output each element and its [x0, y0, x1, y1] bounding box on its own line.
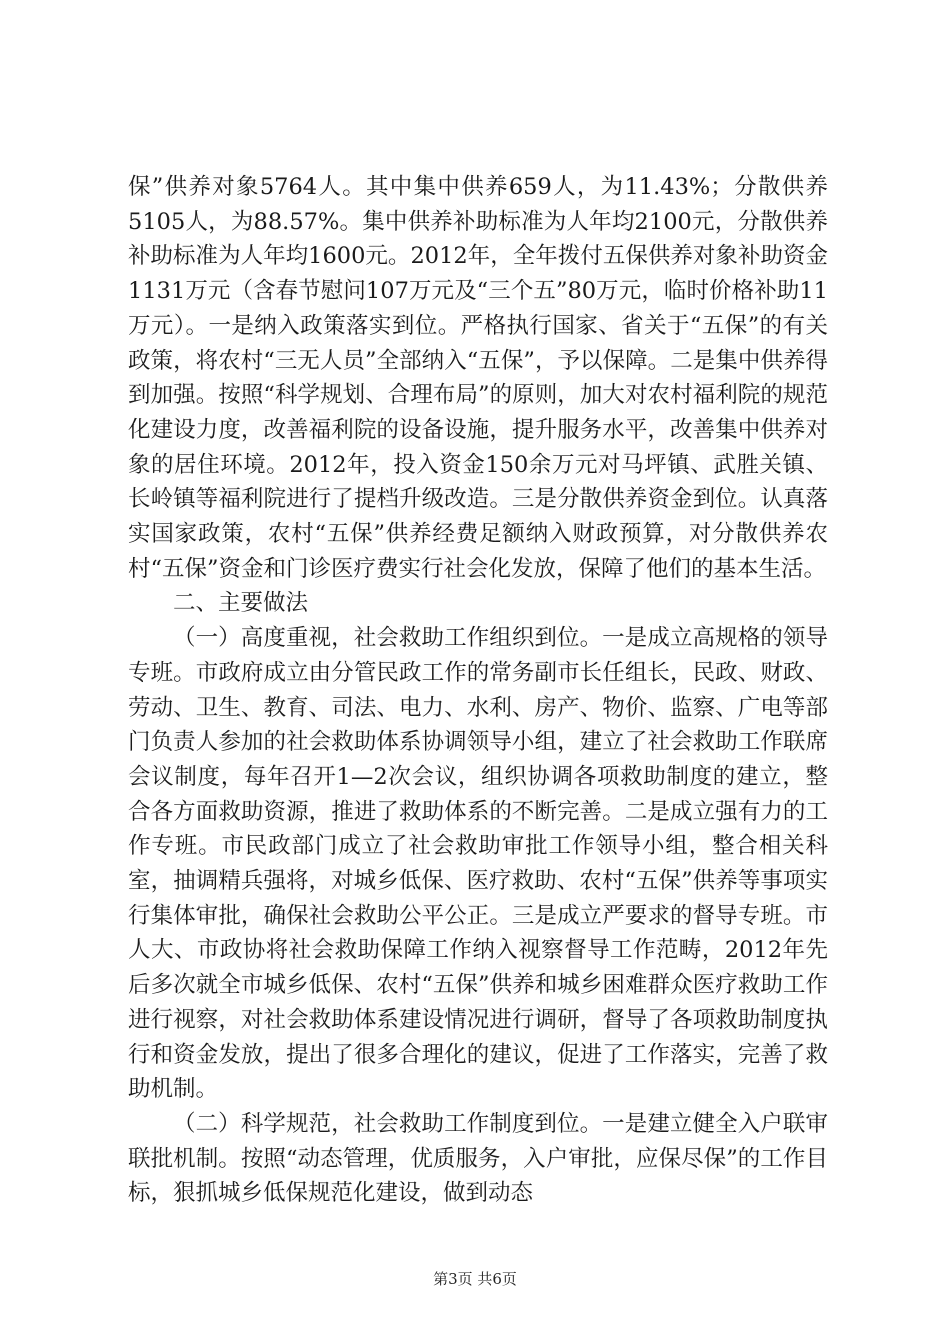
paragraph-continuation: 保”供养对象5764人。其中集中供养659人，为11.43%；分散供养5105人，为88.57%。集中供养补助标准为人年均2100元，分散供养补助标准为人年均1600元。2012年，全年拨付五保供养对象补助资金1131万元（含春节慰问107万元及“三个五”80万元，临时价格补助11万元）。一是纳入政策落实到位。严格执行国家、省关于“五保”的有关政策，将农村“三无人员”全部纳入“五保”，予以保障。二是集中供养得到加强。按照“科学规划、合理布局”的原则，加大对农村福利院的规范化建设力度，改善福利院的设备设施，提升服务水平，改善集中供养对象的居住环境。2012年，投入资金150余万元对马坪镇、武胜关镇、长岭镇等福利院进行了提档升级改造。三是分散供养资金到位。认真落实国家政策，农村“五保”供养经费足额纳入财政预算，对分散供养农村“五保”资金和门诊医疗费实行社会化发放，保障了他们的基本生活。 [128, 174, 828, 582]
paragraph-system: （二）科学规范，社会救助工作制度到位。一是建立健全入户联审联批机制。按照“动态管理，优质服务，入户审批，应保尽保”的工作目标，狠抓城乡低保规范化建设，做到动态 [128, 1110, 828, 1207]
section-heading: 二、主要做法 [173, 590, 309, 617]
body-text [128, 170, 828, 1211]
paragraph-organization: （一）高度重视，社会救助工作组织到位。一是成立高规格的领导专班。市政府成立由分管民政工作的常务副市长任组长，民政、财政、劳动、卫生、教育、司法、电力、水利、房产、物价、监察、广电等部门负责人参加的社会救助体系协调领导小组，建立了社会救助工作联席会议制度，每年召开1—2次会议，组织协调各项救助制度的建立，整合各方面救助资源，推进了救助体系的不断完善。二是成立强有力的工作专班。市民政部门成立了社会救助审批工作领导小组，整合相关科室，抽调精兵强将，对城乡低保、医疗救助、农村“五保”供养等事项实行集体审批，确保社会救助公平公正。三是成立严要求的督导专班。市人大、市政协将社会救助保障工作纳入视察督导工作范畴，2012年先后多次就全市城乡低保、农村“五保”供养和城乡困难群众医疗救助工作进行视察，对社会救助体系建设情况进行调研，督导了各项救助制度执行和资金发放，提出了很多合理化的建议，促进了工作落实，完善了救助机制。 [128, 625, 828, 1103]
page-number-footer: 第3页 共6页 [433, 1270, 517, 1288]
